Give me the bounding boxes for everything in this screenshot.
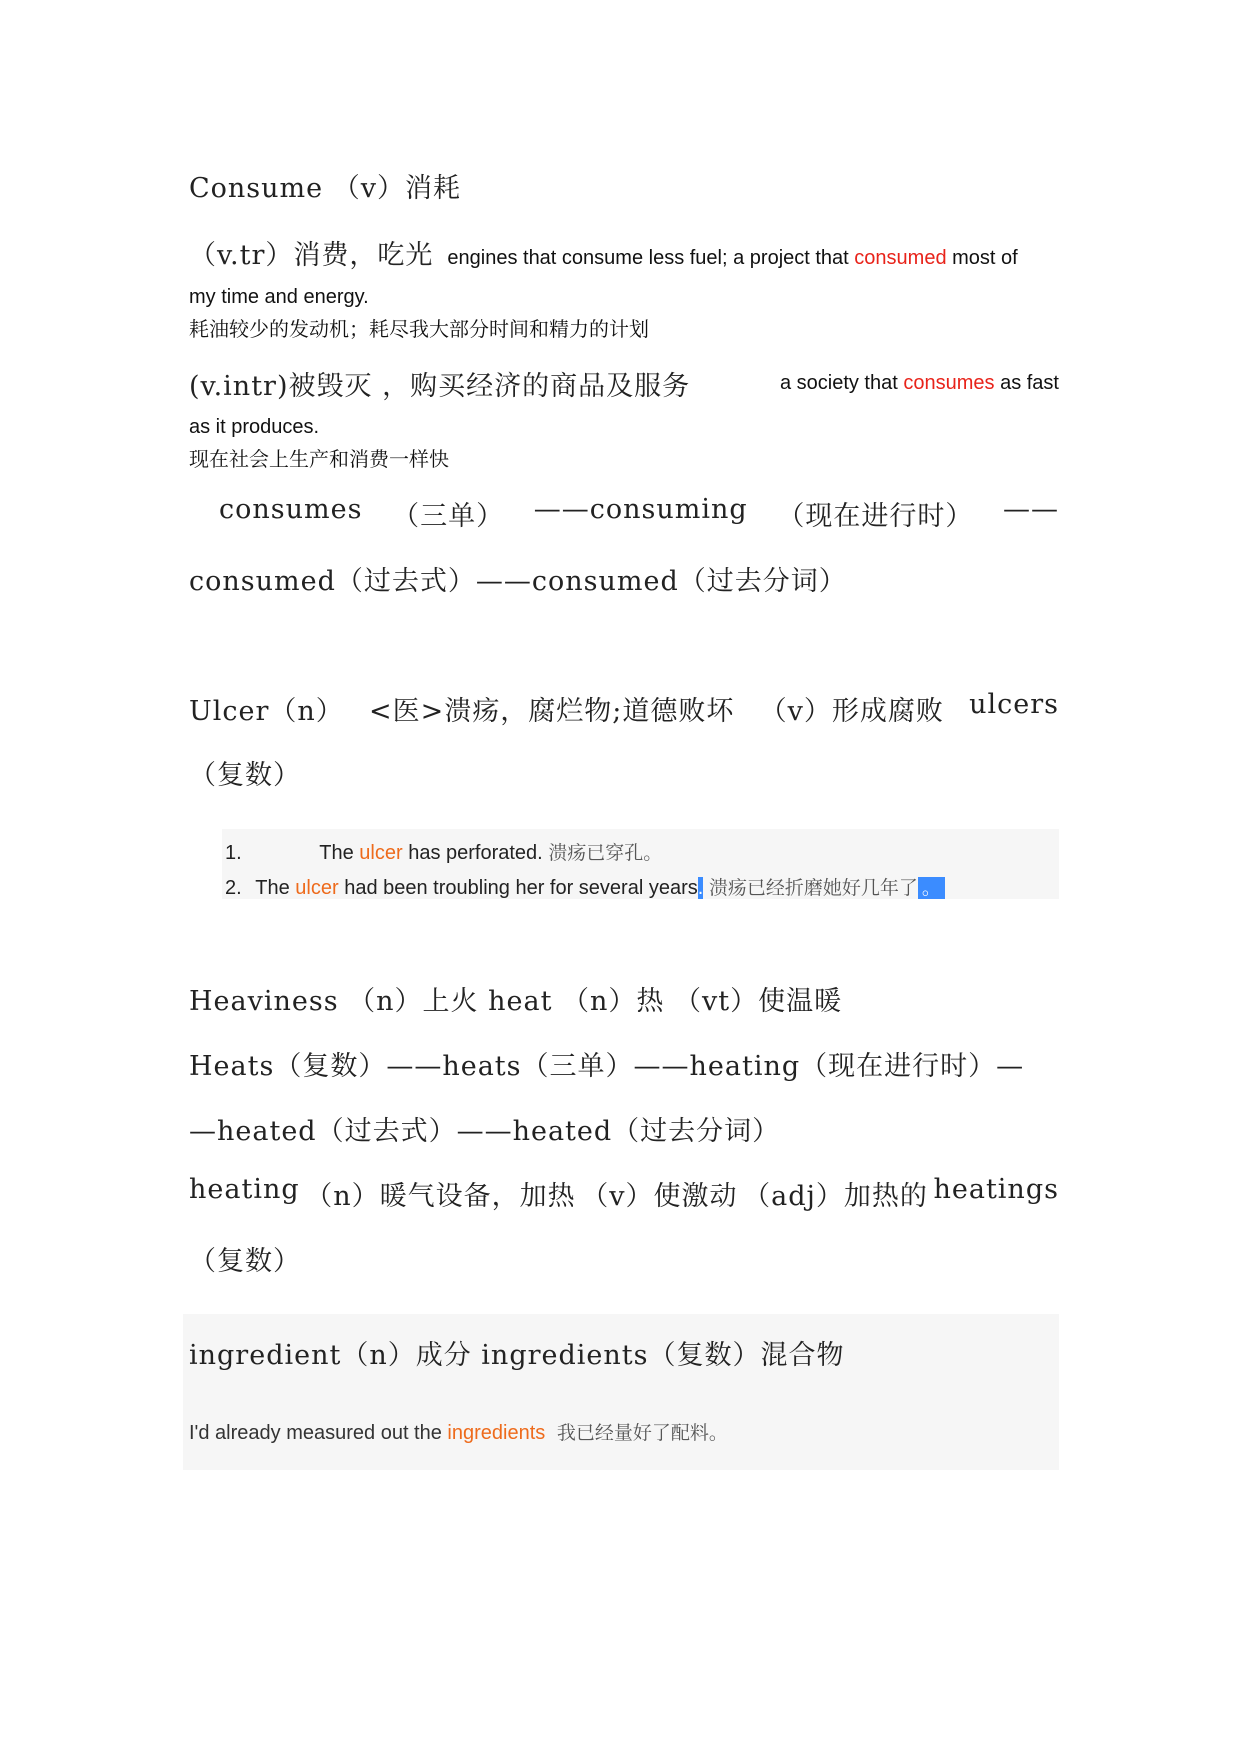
consume-vintr-translation: 现在社会上生产和消费一样快	[189, 449, 449, 471]
text-selection: .	[697, 877, 704, 899]
heat-line1: Heaviness （n）上火 heat （n）热 （vt）使温暖	[189, 986, 843, 1017]
heat-line4: heating （n）暖气设备，加热 （v）使激动 （adj）加热的 heatings	[189, 1174, 1059, 1212]
ulcer-heading: Ulcer（n） <医>溃疡，腐烂物;道德败坏 （v）形成腐败 ulcers	[189, 689, 1059, 727]
consume-vintr-example-cont: as it produces.	[189, 416, 320, 438]
ingredient-heading: ingredient（n）成分 ingredients（复数）混合物	[189, 1340, 845, 1371]
list-item: 1. The ulcer has perforated. 溃疡已穿孔。	[225, 842, 663, 864]
highlight-word: consumes	[903, 372, 995, 394]
highlight-word: ingredients	[447, 1422, 546, 1444]
consume-vtr-example: engines that consume less fuel; a project that consumed most of	[447, 247, 1018, 269]
consume-vintr-example: a society that consumes as fast	[779, 372, 1059, 394]
heat-line5: （复数）	[189, 1246, 301, 1277]
text-selection: 。	[918, 877, 945, 899]
heat-line2: Heats（复数）——heats（三单）——heating（现在进行时）—	[189, 1051, 1025, 1082]
consume-vtr-translation: 耗油较少的发动机；耗尽我大部分时间和精力的计划	[189, 319, 649, 341]
consume-vtr-example-cont: my time and energy.	[189, 286, 369, 308]
ulcer-heading-cont: （复数）	[189, 760, 301, 791]
consume-vtr-line	[189, 233, 1059, 272]
consume-forms-line1: consumes （三单） ——consuming （现在进行时） ——	[219, 494, 1059, 532]
highlight-word: ulcer	[359, 842, 403, 864]
consume-vtr-label: （v.tr）消费，吃光	[189, 240, 434, 271]
highlight-word: ulcer	[295, 877, 339, 899]
heat-line3: —heated（过去式）——heated（过去分词）	[189, 1116, 781, 1147]
list-item: 2. The ulcer had been troubling her for several years. 溃疡已经折磨她好几年了 。	[225, 873, 945, 900]
ingredient-example: I'd already measured out the ingredients 我已经量好了配料。	[189, 1422, 728, 1444]
consume-forms-line2: consumed（过去式）——consumed（过去分词）	[189, 566, 847, 597]
highlight-word: consumed	[854, 247, 947, 269]
consume-heading: Consume （v）消耗	[189, 173, 461, 204]
consume-vintr-label: (v.intr)被毁灭 ，购买经济的商品及服务	[189, 371, 691, 402]
consume-vintr-line	[189, 364, 1059, 403]
